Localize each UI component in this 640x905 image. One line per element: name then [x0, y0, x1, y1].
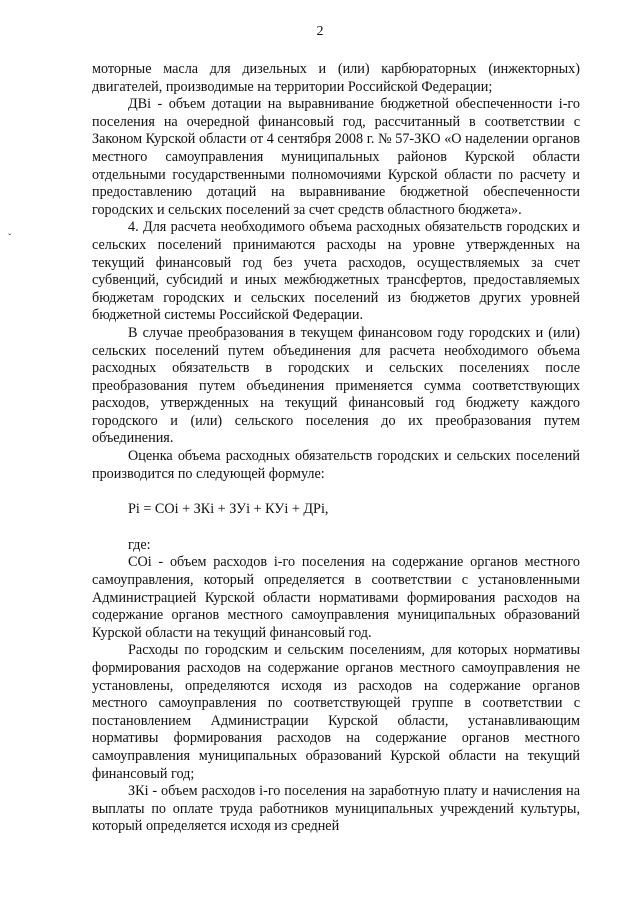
scan-mark: ˇ [8, 233, 12, 244]
paragraph-zk-definition: ЗКi - объем расходов i-го поселения на заработную плату и начисления на выплаты по оплате труда работников муниципальных учреждений культуры, который определяется исходя из средней [92, 783, 580, 835]
paragraph-expenses: Расходы по городским и сельским поселениям, для которых нормативы формирования расходов на содержание органов местного самоуправления не установлены, определяются исходя из расходов на содержание органов местного самоуправления по соответствующей группе в соответствии с постановлением Администрации Курской области, устанавливающим нормативы формирования расходов на содержание органов местного самоуправления муниципальных образований Курской области на текущий финансовый год; [92, 642, 580, 782]
paragraph-item-4: 4. Для расчета необходимого объема расходных обязательств городских и сельских поселений принимаются расходы на уровне утвержденных на текущий финансовый год без учета расходов, осуществляемых за счет субвенций, субсидий и иных межбюджетных трансфертов, предоставляемых бюджетам городских и сельских поселений из бюджетов других уровней бюджетной системы Российской Федерации. [92, 219, 580, 324]
body-text [92, 61, 580, 836]
paragraph-dv-definition: ДВi - объем дотации на выравнивание бюджетной обеспеченности i-го поселения на очередной финансовый год, рассчитанный в соответствии с Законом Курской области от 4 сентября 2008 г. № 57-ЗКО «О наделении органов местного самоуправления муниципальных районов Курской области отдельными государственными полномочиями Курской области по расчету и предоставлению дотаций на выравнивание бюджетной обеспеченности городских и сельских поселений за счет средств областного бюджета». [92, 96, 580, 218]
paragraph-merger: В случае преобразования в текущем финансовом году городских и (или) сельских поселений путем объединения для расчета необходимого объема расходных обязательств в городских и сельских поселениях после преобразования путем объединения применяется сумма соответствующих расходов, утвержденных на текущий финансовый год бюджету каждого городского и (или) сельского поселения до их преобразования путем объединения. [92, 324, 580, 447]
paragraph-where: где: [128, 536, 151, 553]
page-number: 2 [316, 24, 324, 39]
paragraph-co-definition: СОi - объем расходов i-го поселения на содержание органов местного самоуправления, который определяется в соответствии с установленными Администрацией Курской области нормативами формирования расходов на содержание органов местного самоуправления муниципальных образований Курской области на текущий финансовый год. [92, 554, 580, 641]
paragraph-continuation: моторные масла для дизельных и (или) карбюраторных (инжекторных) двигателей, производимые на территории Российской Федерации; [92, 61, 580, 95]
formula: Рi = СОi + ЗКi + ЗУi + КУi + ДРi, [128, 501, 329, 518]
paragraph-assessment: Оценка объема расходных обязательств городских и сельских поселений производится по следующей формуле: [92, 448, 580, 482]
